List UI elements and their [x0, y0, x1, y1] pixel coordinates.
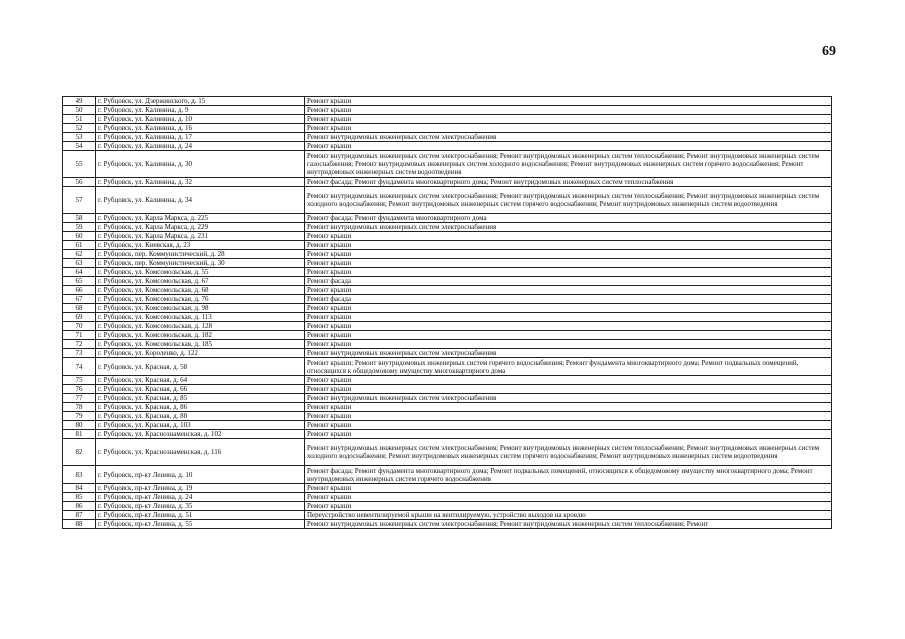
repair-work-cell: Ремонт крыши	[305, 412, 832, 421]
table-row	[63, 133, 832, 142]
row-number-cell: 81	[63, 430, 96, 439]
repair-work-cell: Ремонт фасада; Ремонт фундамента многоквартирного дома	[305, 214, 832, 223]
table-row	[63, 286, 832, 295]
row-number-cell: 50	[63, 106, 96, 115]
repair-work-cell: Ремонт внутридомовых инженерных систем электроснабжения; Ремонт внутридомовых инженерных систем теплоснабжения; Ремонт	[305, 520, 832, 529]
repair-registry-table	[62, 96, 832, 529]
repair-work-cell: Ремонт крыши	[305, 232, 832, 241]
row-number-cell: 88	[63, 520, 96, 529]
address-cell: г. Рубцовск, ул. Комсомольская, д. 55	[96, 268, 305, 277]
table-row	[63, 322, 832, 331]
address-cell: г. Рубцовск, ул. Красная, д. 85	[96, 394, 305, 403]
address-cell: г. Рубцовск, ул. Короленко, д. 122	[96, 349, 305, 358]
repair-work-cell: Ремонт крыши	[305, 259, 832, 268]
address-cell: г. Рубцовск, ул. Карла Маркса, д. 225	[96, 214, 305, 223]
row-number-cell: 61	[63, 241, 96, 250]
address-cell: г. Рубцовск, ул. Комсомольская, д. 185	[96, 340, 305, 349]
row-number-cell: 71	[63, 331, 96, 340]
address-cell: г. Рубцовск, ул. Киевская, д. 23	[96, 241, 305, 250]
repair-work-cell: Ремонт крыши	[305, 286, 832, 295]
address-cell: г. Рубцовск, ул. Калинина, д. 30	[96, 151, 305, 178]
repair-work-cell: Ремонт крыши	[305, 340, 832, 349]
repair-work-cell: Ремонт крыши	[305, 493, 832, 502]
address-cell: г. Рубцовск, ул. Краснознаменская, д. 102	[96, 430, 305, 439]
table-row	[63, 385, 832, 394]
repair-work-cell: Ремонт крыши	[305, 322, 832, 331]
address-cell: г. Рубцовск, ул. Калинина, д. 9	[96, 106, 305, 115]
repair-work-cell: Ремонт крыши	[305, 115, 832, 124]
table-row	[63, 394, 832, 403]
row-number-cell: 56	[63, 178, 96, 187]
table-row	[63, 520, 832, 529]
repair-work-cell: Ремонт внутридомовых инженерных систем электроснабжения	[305, 133, 832, 142]
table-row	[63, 97, 832, 106]
row-number-cell: 60	[63, 232, 96, 241]
address-cell: г. Рубцовск, ул. Красная, д. 88	[96, 412, 305, 421]
address-cell: г. Рубцовск, ул. Калинина, д. 34	[96, 187, 305, 214]
table-row	[63, 259, 832, 268]
address-cell: г. Рубцовск, пер. Коммунистический, д. 28	[96, 250, 305, 259]
repair-work-cell: Ремонт крыши	[305, 142, 832, 151]
repair-work-cell: Ремонт крыши	[305, 268, 832, 277]
row-number-cell: 77	[63, 394, 96, 403]
address-cell: г. Рубцовск, ул. Калинина, д. 17	[96, 133, 305, 142]
table-row	[63, 340, 832, 349]
repair-work-cell: Ремонт крыши	[305, 430, 832, 439]
row-number-cell: 65	[63, 277, 96, 286]
row-number-cell: 55	[63, 151, 96, 178]
repair-work-cell: Ремонт крыши	[305, 250, 832, 259]
repair-work-cell: Ремонт фасада	[305, 295, 832, 304]
table-row	[63, 502, 832, 511]
table-row	[63, 214, 832, 223]
address-cell: г. Рубцовск, ул. Краснознаменская, д. 116	[96, 439, 305, 466]
row-number-cell: 49	[63, 97, 96, 106]
row-number-cell: 75	[63, 376, 96, 385]
address-cell: г. Рубцовск, пр-кт Ленина, д. 10	[96, 466, 305, 484]
address-cell: г. Рубцовск, ул. Дзержинского, д. 15	[96, 97, 305, 106]
address-cell: г. Рубцовск, ул. Красная, д. 64	[96, 376, 305, 385]
table-row	[63, 187, 832, 214]
table-row	[63, 349, 832, 358]
address-cell: г. Рубцовск, пр-кт Ленина, д. 19	[96, 484, 305, 493]
row-number-cell: 54	[63, 142, 96, 151]
repair-work-cell: Ремонт крыши	[305, 97, 832, 106]
repair-work-cell: Переустройство невентилируемой крыши на вентилируемую, устройство выходов на кровлю	[305, 511, 832, 520]
address-cell: г. Рубцовск, ул. Калинина, д. 10	[96, 115, 305, 124]
row-number-cell: 87	[63, 511, 96, 520]
row-number-cell: 51	[63, 115, 96, 124]
table-row	[63, 106, 832, 115]
repair-work-cell: Ремонт крыши; Ремонт внутридомовых инженерных систем горячего водоснабжения; Ремонт фундамента многоквартирного дома; Ремонт подвальных помещений, относящихся к общедомовому имуществу многоквартирного дома	[305, 358, 832, 376]
repair-work-cell: Ремонт крыши	[305, 385, 832, 394]
row-number-cell: 72	[63, 340, 96, 349]
table-row	[63, 412, 832, 421]
repair-work-cell: Ремонт крыши	[305, 376, 832, 385]
row-number-cell: 64	[63, 268, 96, 277]
table-row	[63, 304, 832, 313]
table-row	[63, 421, 832, 430]
address-cell: г. Рубцовск, ул. Калинина, д. 16	[96, 124, 305, 133]
repair-work-cell: Ремонт крыши	[305, 124, 832, 133]
row-number-cell: 86	[63, 502, 96, 511]
table-row	[63, 439, 832, 466]
address-cell: г. Рубцовск, ул. Калинина, д. 32	[96, 178, 305, 187]
repair-work-cell: Ремонт внутридомовых инженерных систем электроснабжения	[305, 349, 832, 358]
table-row	[63, 223, 832, 232]
table-row	[63, 142, 832, 151]
row-number-cell: 57	[63, 187, 96, 214]
repair-work-cell: Ремонт крыши	[305, 421, 832, 430]
repair-work-cell: Ремонт фасада; Ремонт фундамента многоквартирного дома; Ремонт внутридомовых инженерных систем теплоснабжения	[305, 178, 832, 187]
address-cell: г. Рубцовск, ул. Комсомольская, д. 113	[96, 313, 305, 322]
address-cell: г. Рубцовск, ул. Комсомольская, д. 68	[96, 286, 305, 295]
repair-work-cell: Ремонт крыши	[305, 313, 832, 322]
row-number-cell: 63	[63, 259, 96, 268]
table-row	[63, 466, 832, 484]
repair-work-cell: Ремонт фасада; Ремонт фундамента многоквартирного дома; Ремонт подвальных помещений, относящихся к общедомовому имуществу многоквартирного дома; Ремонт внутридомовых инженерных систем горячего водоснабжения	[305, 466, 832, 484]
row-number-cell: 73	[63, 349, 96, 358]
table-row	[63, 493, 832, 502]
row-number-cell: 85	[63, 493, 96, 502]
table-row	[63, 331, 832, 340]
table-row	[63, 376, 832, 385]
row-number-cell: 67	[63, 295, 96, 304]
repair-work-cell: Ремонт фасада	[305, 277, 832, 286]
row-number-cell: 66	[63, 286, 96, 295]
row-number-cell: 80	[63, 421, 96, 430]
table-row	[63, 511, 832, 520]
address-cell: г. Рубцовск, ул. Комсомольская, д. 76	[96, 295, 305, 304]
repair-work-cell: Ремонт внутридомовых инженерных систем электроснабжения; Ремонт внутридомовых инженерных систем теплоснабжения; Ремонт внутридомовых инженерных систем газоснабжения; Ремонт внутридомовых инженерных систем холодного водоснабжения; Ремонт внутридомовых инженерных систем горячего водоснабжения; Ремонт внутридомовых инженерных систем водоотведения	[305, 151, 832, 178]
address-cell: г. Рубцовск, ул. Красная, д. 58	[96, 358, 305, 376]
table-row	[63, 403, 832, 412]
address-cell: г. Рубцовск, ул. Красная, д. 66	[96, 385, 305, 394]
address-cell: г. Рубцовск, ул. Комсомольская, д. 182	[96, 331, 305, 340]
address-cell: г. Рубцовск, ул. Карла Маркса, д. 231	[96, 232, 305, 241]
table-row	[63, 277, 832, 286]
address-cell: г. Рубцовск, пр-кт Ленина, д. 35	[96, 502, 305, 511]
repair-work-cell: Ремонт крыши	[305, 331, 832, 340]
row-number-cell: 82	[63, 439, 96, 466]
address-cell: г. Рубцовск, пер. Коммунистический, д. 30	[96, 259, 305, 268]
repair-work-cell: Ремонт крыши	[305, 502, 832, 511]
repair-work-cell: Ремонт внутридомовых инженерных систем электроснабжения; Ремонт внутридомовых инженерных систем теплоснабжения; Ремонт внутридомовых инженерных систем холодного водоснабжения; Ремонт внутридомовых инженерных систем горячего водоснабжения; Ремонт внутридомовых инженерных систем водоотведения	[305, 439, 832, 466]
address-cell: г. Рубцовск, ул. Красная, д. 103	[96, 421, 305, 430]
table-row	[63, 268, 832, 277]
table-row	[63, 241, 832, 250]
address-cell: г. Рубцовск, ул. Карла Маркса, д. 229	[96, 223, 305, 232]
row-number-cell: 58	[63, 214, 96, 223]
address-cell: г. Рубцовск, пр-кт Ленина, д. 55	[96, 520, 305, 529]
repair-work-cell: Ремонт крыши	[305, 106, 832, 115]
row-number-cell: 62	[63, 250, 96, 259]
table-row	[63, 430, 832, 439]
row-number-cell: 52	[63, 124, 96, 133]
table-row	[63, 124, 832, 133]
page-number: 69	[822, 44, 836, 59]
row-number-cell: 79	[63, 412, 96, 421]
row-number-cell: 84	[63, 484, 96, 493]
repair-work-cell: Ремонт крыши	[305, 403, 832, 412]
table-row	[63, 358, 832, 376]
address-cell: г. Рубцовск, ул. Калинина, д. 24	[96, 142, 305, 151]
table-row	[63, 313, 832, 322]
table-row	[63, 295, 832, 304]
row-number-cell: 59	[63, 223, 96, 232]
row-number-cell: 68	[63, 304, 96, 313]
repair-work-cell: Ремонт внутридомовых инженерных систем электроснабжения	[305, 223, 832, 232]
repair-work-cell: Ремонт крыши	[305, 241, 832, 250]
row-number-cell: 76	[63, 385, 96, 394]
address-cell: г. Рубцовск, ул. Комсомольская, д. 98	[96, 304, 305, 313]
row-number-cell: 74	[63, 358, 96, 376]
table-row	[63, 484, 832, 493]
repair-work-cell: Ремонт крыши	[305, 484, 832, 493]
table-row	[63, 178, 832, 187]
address-cell: г. Рубцовск, ул. Комсомольская, д. 67	[96, 277, 305, 286]
table-body	[63, 97, 832, 529]
table-row	[63, 232, 832, 241]
table-row	[63, 250, 832, 259]
address-cell: г. Рубцовск, пр-кт Ленина, д. 51	[96, 511, 305, 520]
table-row	[63, 115, 832, 124]
repair-work-cell: Ремонт внутридомовых инженерных систем электроснабжения	[305, 394, 832, 403]
row-number-cell: 78	[63, 403, 96, 412]
repair-work-cell: Ремонт крыши	[305, 304, 832, 313]
row-number-cell: 69	[63, 313, 96, 322]
table-row	[63, 151, 832, 178]
repair-work-cell: Ремонт внутридомовых инженерных систем электроснабжения; Ремонт внутридомовых инженерных систем теплоснабжения; Ремонт внутридомовых инженерных систем холодного водоснабжения; Ремонт внутридомовых инженерных систем горячего водоснабжения; Ремонт внутридомовых инженерных систем водоотведения	[305, 187, 832, 214]
row-number-cell: 83	[63, 466, 96, 484]
address-cell: г. Рубцовск, пр-кт Ленина, д. 24	[96, 493, 305, 502]
row-number-cell: 70	[63, 322, 96, 331]
row-number-cell: 53	[63, 133, 96, 142]
address-cell: г. Рубцовск, ул. Комсомольская, д. 128	[96, 322, 305, 331]
address-cell: г. Рубцовск, ул. Красная, д. 86	[96, 403, 305, 412]
